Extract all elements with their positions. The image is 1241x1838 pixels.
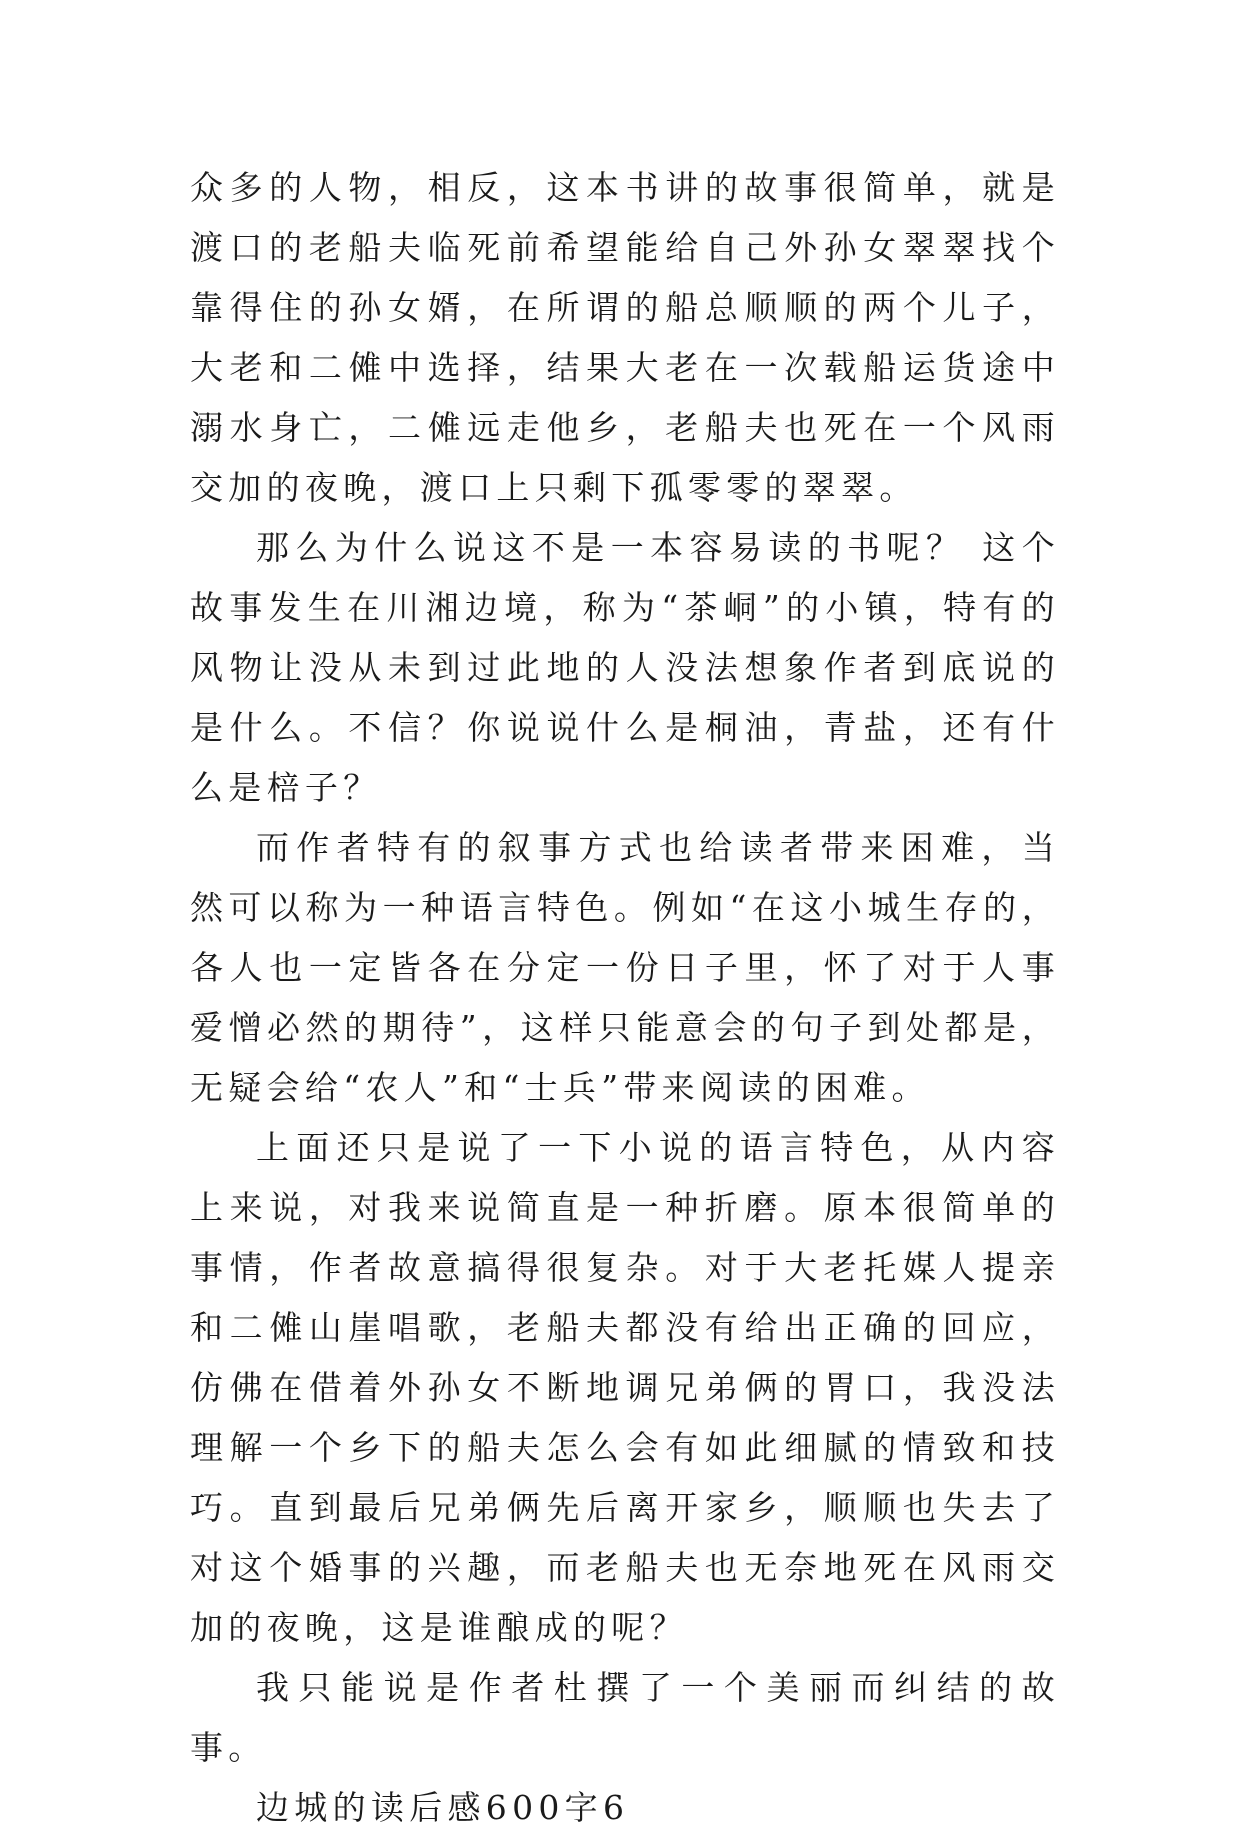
section-heading: 边城的读后感600字6 bbox=[256, 1788, 630, 1827]
paragraph-story-summary: 众多的人物，相反，这本书讲的故事很简单，就是渡口的老船夫临死前希望能给自己外孙女翠翠找个靠得住的孙女婿，在所谓的船总顺顺的两个儿子，大老和二傩中选择，结果大老在一次载船运货途中溺水身亡，二傩远走他乡，老船夫也死在一个风雨交加的夜晚，渡口上只剩下孤零零的翠翠。 bbox=[190, 168, 1060, 507]
document-body bbox=[190, 158, 1060, 1838]
paragraph-content-torment: 上面还只是说了一下小说的语言特色，从内容上来说，对我来说简直是一种折磨。原本很简单的事情，作者故意搞得很复杂。对于大老托媒人提亲和二傩山崖唱歌，老船夫都没有给出正确的回应，仿佛在借着外孙女不断地调兄弟俩的胃口，我没法理解一个乡下的船夫怎么会有如此细腻的情致和技巧。直到最后兄弟俩先后离开家乡，顺顺也失去了对这个婚事的兴趣，而老船夫也无奈地死在风雨交加的夜晚，这是谁酿成的呢？ bbox=[190, 1128, 1060, 1647]
paragraph-narrative-style: 而作者特有的叙事方式也给读者带来困难，当然可以称为一种语言特色。例如“在这小城生存的，各人也一定皆各在分定一份日子里，怀了对于人事爱憎必然的期待”，这样只能意会的句子到处都是，无疑会给“农人”和“士兵”带来阅读的困难。 bbox=[190, 828, 1060, 1107]
paragraph-not-easy-to-read: 那么为什么说这不是一本容易读的书呢？ 这个故事发生在川湘边境，称为“茶峒”的小镇，特有的风物让没从未到过此地的人没法想象作者到底说的是什么。不信？你说说什么是桐油，青盐，还有什么是棓子？ bbox=[190, 528, 1060, 807]
paragraph-conclusion: 我只能说是作者杜撰了一个美丽而纠结的故事。 bbox=[190, 1668, 1060, 1767]
